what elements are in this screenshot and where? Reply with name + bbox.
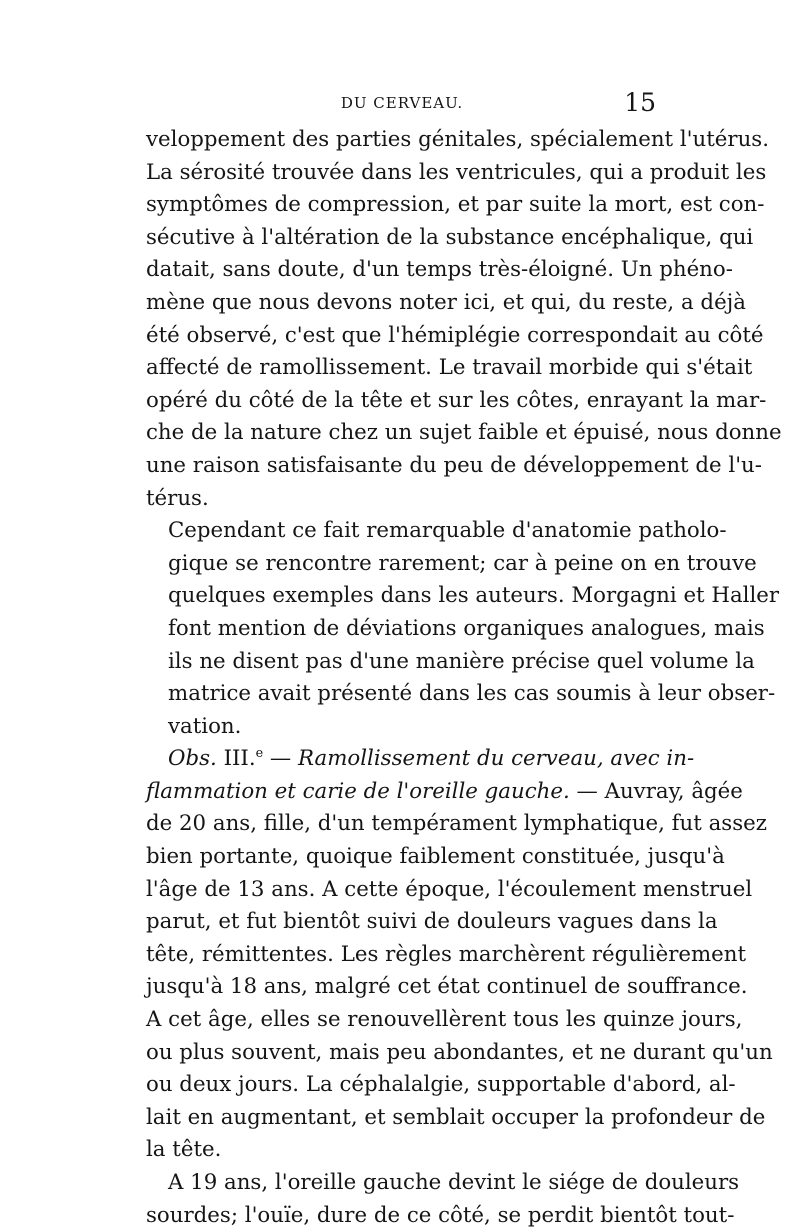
body-text	[146, 124, 782, 1232]
text-line: la tête.	[146, 1137, 222, 1163]
paragraph-1	[146, 124, 782, 515]
obs-title-part-1: Ramollissement du cerveau, avec in-	[298, 746, 695, 772]
observation-title-line-2	[146, 776, 743, 809]
text-line: symptômes de compression, et par suite la mort, est con-	[146, 192, 765, 218]
text-line: ou plus souvent, mais peu abondantes, et ne durant qu'un	[146, 1039, 773, 1065]
text-line: jusqu'à 18 ans, malgré cet état continuel de souffrance.	[146, 974, 748, 1000]
text-line: ils ne disent pas d'une manière précise quel volume la	[168, 648, 755, 674]
page-number: 15	[624, 88, 656, 117]
text-line: A cet âge, elles se renouvellèrent tous les quinze jours,	[146, 1007, 743, 1033]
text-line: quelques exemples dans les auteurs. Morgagni et Haller	[168, 583, 780, 609]
text-line: La sérosité trouvée dans les ventricules, qui a produit les	[146, 159, 767, 185]
text-line: mène que nous devons noter ici, et qui, du reste, a déjà	[146, 289, 746, 315]
text-line: sécutive à l'altération de la substance encéphalique, qui	[146, 224, 754, 250]
text-line: vation.	[168, 713, 242, 739]
obs-dash: —	[263, 746, 298, 772]
text-line: ou deux jours. La céphalalgie, supportable d'abord, al-	[146, 1072, 736, 1098]
observation-heading-line	[146, 743, 695, 776]
text-line: datait, sans doute, d'un temps très-éloigné. Un phéno-	[146, 257, 733, 283]
paragraph-4	[146, 1167, 740, 1232]
text-line: affecté de ramollissement. Le travail morbide qui s'était	[146, 355, 753, 381]
running-title: DU CERVEAU.	[340, 94, 464, 112]
text-line: che de la nature chez un sujet faible et épuisé, nous donne	[146, 420, 782, 446]
obs-number: III.	[223, 746, 256, 772]
text-line: de 20 ans, fille, d'un tempérament lymphatique, fut assez	[146, 811, 767, 837]
obs-title-part-2: flammation et carie de l'oreille gauche.	[146, 778, 570, 804]
paragraph-2	[146, 515, 780, 743]
text-line: matrice avait présenté dans les cas soumis à leur obser-	[168, 681, 776, 707]
text-line: Cependant ce fait remarquable d'anatomie patholo-	[168, 518, 727, 544]
text-line: sourdes; l'ouïe, dure de ce côté, se perdit bientôt tout-	[146, 1202, 735, 1228]
text-line: opéré du côté de la tête et sur les côtes, enrayant la mar-	[146, 387, 767, 413]
text-line: parut, et fut bientôt suivi de douleurs vagues dans la	[146, 909, 718, 935]
obs-superscript: e	[255, 746, 264, 762]
text-line: bien portante, quoique faiblement constituée, jusqu'à	[146, 844, 725, 870]
text-line: A 19 ans, l'oreille gauche devint le siége de douleurs	[168, 1170, 740, 1195]
running-head	[146, 88, 658, 118]
text-line: une raison satisfaisante du peu de développement de l'u-	[146, 452, 762, 478]
text-line: lait en augmentant, et semblait occuper la profondeur de	[146, 1104, 766, 1130]
text-line: térus.	[146, 485, 209, 511]
text-line: font mention de déviations organiques analogues, mais	[168, 615, 765, 641]
paragraph-3-observation	[146, 743, 773, 1167]
text-line: veloppement des parties génitales, spécialement l'utérus.	[146, 127, 769, 152]
text-line: l'âge de 13 ans. A cette époque, l'écoulement menstruel	[146, 876, 753, 902]
obs-line2-rest: — Auvray, âgée	[569, 778, 743, 804]
text-line: tête, rémittentes. Les règles marchèrent régulièrement	[146, 941, 747, 967]
obs-label: Obs.	[168, 746, 217, 772]
text-line: été observé, c'est que l'hémiplégie correspondait au côté	[146, 322, 764, 348]
text-line: gique se rencontre rarement; car à peine on en trouve	[168, 550, 757, 576]
